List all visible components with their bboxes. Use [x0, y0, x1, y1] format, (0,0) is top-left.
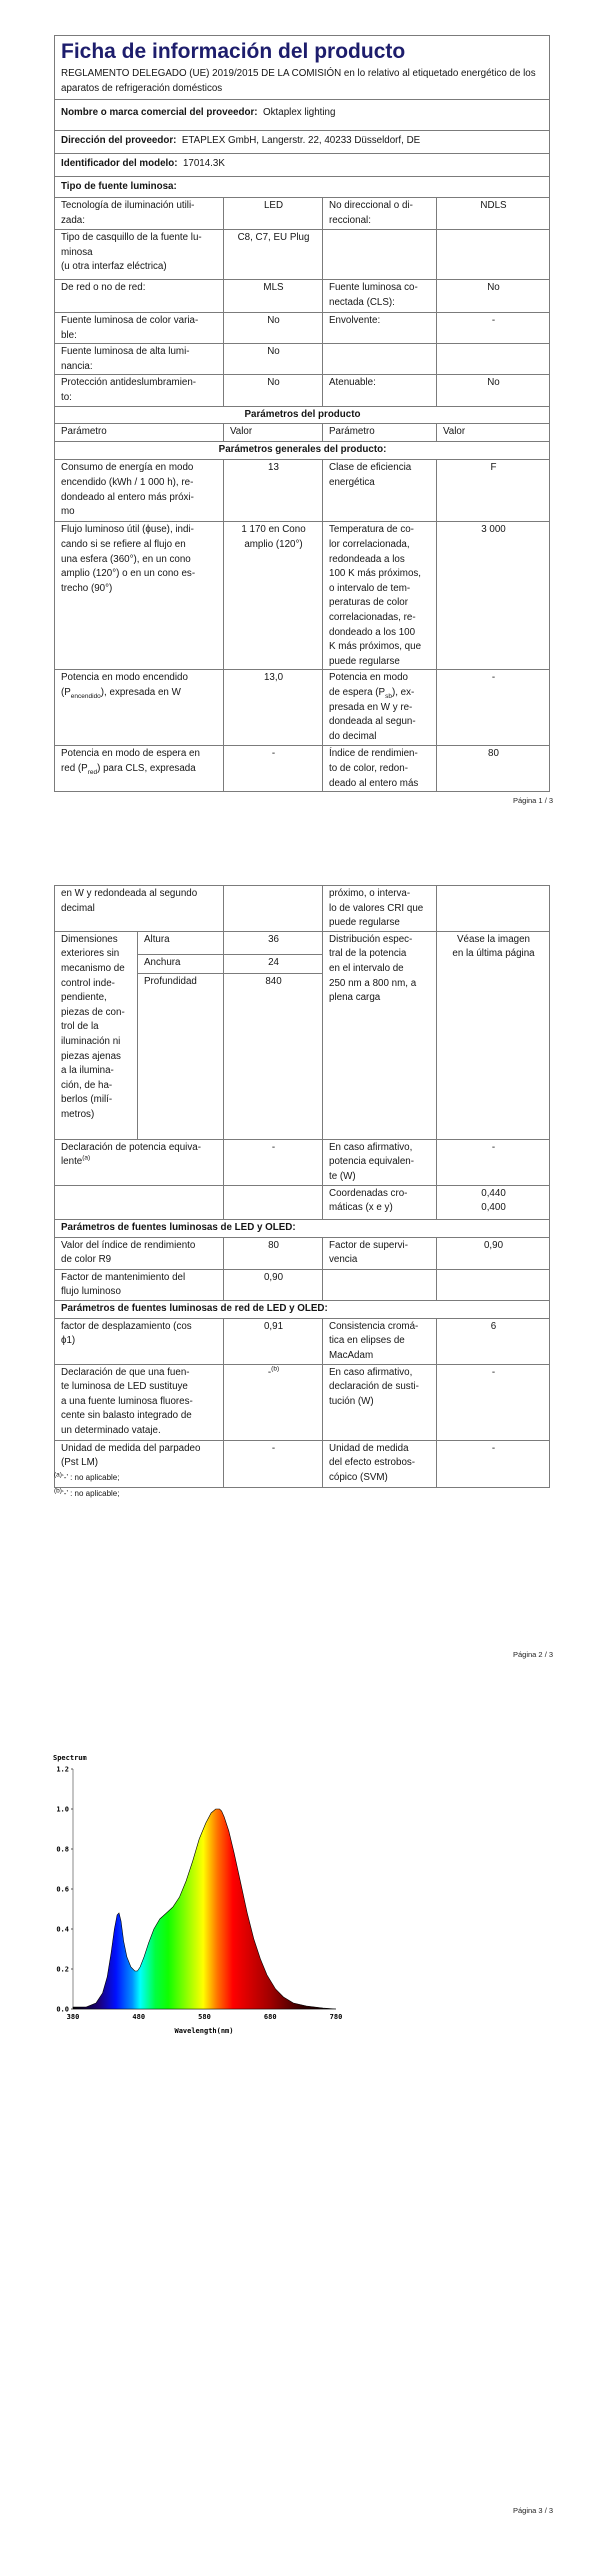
- row-value: F: [437, 460, 550, 522]
- row-value: No: [224, 375, 323, 407]
- row-label: en W y redondeada al segundo decimal: [55, 886, 224, 932]
- spectrum-area: [73, 1809, 336, 2009]
- row-value: -: [437, 670, 550, 746]
- row-label: Envolvente:: [323, 313, 437, 344]
- table-row: [55, 886, 550, 932]
- mains-led-params-heading: Parámetros de fuentes luminosas de red de LED y OLED:: [55, 1300, 550, 1318]
- y-tick-label: 0.4: [56, 1925, 69, 1934]
- dimension-value: 36: [224, 931, 323, 954]
- x-axis-label: Wavelength(nm): [174, 2027, 234, 2035]
- row-value: -: [224, 746, 323, 792]
- row-label: No direccional o di- reccional:: [323, 198, 437, 230]
- x-tick-label: 380: [66, 2013, 80, 2021]
- row-label: Consistencia cromá- tica en elipses de MacAdam: [323, 1318, 437, 1364]
- x-tick-label: 680: [263, 2013, 277, 2021]
- row-value: 80: [224, 1237, 323, 1269]
- row-value: 13,0: [224, 670, 323, 746]
- row-label: Temperatura de co- lor correlacionada, redondeada a los 100 K más próximos, o intervalo de tem- peraturas de color correlacionadas, re- dondeado a los 100 K más próximos, que puede regularse: [323, 522, 437, 670]
- row-value: -: [437, 313, 550, 344]
- row-label: Declaración de potencia equiva- lente$^{(a)}$: [55, 1139, 224, 1185]
- row-value: [437, 230, 550, 280]
- row-label: Factor de supervi- vencia: [323, 1237, 437, 1269]
- row-label: Distribución espec- tral de la potencia en el intervalo de 250 nm a 800 nm, a plena carga: [323, 931, 437, 1139]
- row-value: Véase la imagen en la última página: [437, 931, 550, 1139]
- table-row: [55, 670, 550, 746]
- dimensions-row: [55, 931, 550, 954]
- column-header: Valor: [224, 424, 323, 442]
- row-label: De red o no de red:: [55, 280, 224, 313]
- row-value: C8, C7, EU Plug: [224, 230, 323, 280]
- row-label: Factor de mantenimiento del flujo luminoso: [55, 1269, 224, 1300]
- row-label: Atenuable:: [323, 375, 437, 407]
- row-label: Potencia en modo de espera en red $(P_{red})$ para CLS, expresada: [55, 746, 224, 792]
- row-label: Valor del índice de rendimiento de color R9: [55, 1237, 224, 1269]
- y-tick-label: 0.8: [56, 1845, 69, 1854]
- row-value: -$^{(b)}$: [224, 1364, 323, 1440]
- page-title: Ficha de información del producto: [61, 40, 406, 63]
- model-id-label: Identificador del modelo:: [61, 158, 178, 169]
- row-value: NDLS: [437, 198, 550, 230]
- row-value: -: [437, 1139, 550, 1185]
- row-value: 0,91: [224, 1318, 323, 1364]
- y-tick-label: 0.2: [56, 1965, 69, 1974]
- product-info-table-page-2: [54, 885, 550, 1488]
- dimensions-label: Dimensiones exteriores sin mecanismo de control inde- pendiente, piezas de con- trol de la iluminación ni piezas ajenas a la ilumina- ción, de ha- berlos (milí- metros): [55, 931, 138, 1139]
- table-row: [55, 460, 550, 522]
- row-value: -: [224, 1139, 323, 1185]
- row-label: factor de desplazamiento (cos ϕ1): [55, 1318, 224, 1364]
- row-value: -: [437, 1440, 550, 1487]
- row-label: Flujo luminoso útil (ϕuse), indi- cando si se refiere al flujo en una esfera (360°), en un cono amplio (120°) o en un cono es- trecho (90°): [55, 522, 224, 670]
- row-value: 6: [437, 1318, 550, 1364]
- table-row: [55, 198, 550, 230]
- column-header: Parámetro: [55, 424, 224, 442]
- row-label: Tipo de casquillo de la fuente lu- minosa (u otra interfaz eléctrica): [55, 230, 224, 280]
- row-value: -: [437, 1364, 550, 1440]
- y-tick-label: 1.2: [56, 1765, 69, 1774]
- page-number: Página 3 / 3: [513, 2506, 554, 2515]
- row-value: 13: [224, 460, 323, 522]
- row-label: Unidad de medida del efecto estrobos- cópico (SVM): [323, 1440, 437, 1487]
- table-row: [55, 1318, 550, 1364]
- chart-title: Spectrum: [53, 1754, 87, 1762]
- general-params-heading: Parámetros generales del producto:: [55, 442, 550, 460]
- table-row: [55, 746, 550, 792]
- row-label: [323, 344, 437, 375]
- column-header: Valor: [437, 424, 550, 442]
- regulation-text: REGLAMENTO DELEGADO (UE) 2019/2015 DE LA COMISIÓN en lo relativo al etiquetado energético de los aparatos de refrigeración domésticos: [61, 68, 536, 94]
- row-label: Índice de rendimien- to de color, redon- deado al entero más: [323, 746, 437, 792]
- x-tick-label: 780: [329, 2013, 343, 2021]
- row-value: MLS: [224, 280, 323, 313]
- row-value: 0,90: [437, 1237, 550, 1269]
- row-label: Consumo de energía en modo encendido (kWh / 1 000 h), re- dondeado al entero más próxi- mo: [55, 460, 224, 522]
- table-row: [55, 313, 550, 344]
- row-value: No: [437, 375, 550, 407]
- row-label: En caso afirmativo, declaración de susti- tución (W): [323, 1364, 437, 1440]
- page-number: Página 2 / 3: [513, 1650, 554, 1659]
- row-label: próximo, o interva- lo de valores CRI que puede regularse: [323, 886, 437, 932]
- table-row: [55, 1139, 550, 1185]
- footnote-b: $^{(b)}$‘-’ : no aplicable;: [54, 1487, 120, 1498]
- supplier-name-label: Nombre o marca comercial del proveedor:: [61, 107, 258, 118]
- supplier-name: Oktaplex lighting: [263, 107, 336, 118]
- table-row: [55, 375, 550, 407]
- product-info-table-page-1: [54, 35, 550, 792]
- supplier-address: ETAPLEX GmbH, Langerstr. 22, 40233 Düsseldorf, DE: [181, 135, 421, 146]
- column-header-row: [55, 424, 550, 442]
- row-label: Unidad de medida del parpadeo (Pst LM): [55, 1440, 224, 1487]
- row-label: Fuente luminosa de alta lumi- nancia:: [55, 344, 224, 375]
- x-tick-label: 580: [198, 2013, 211, 2021]
- product-params-heading: Parámetros del producto: [55, 407, 550, 424]
- row-label: Potencia en modo de espera $(P_{sb})$, ex- presada en W y re- dondeada al segun- do decimal: [323, 670, 437, 746]
- table-row: [55, 1237, 550, 1269]
- dimension-label: Profundidad: [138, 973, 224, 1139]
- y-tick-label: 1.0: [56, 1805, 69, 1814]
- page-number: Página 1 / 3: [513, 796, 554, 805]
- table-row: [55, 230, 550, 280]
- row-label: Clase de eficiencia energética: [323, 460, 437, 522]
- row-label: Fuente luminosa de color varia- ble:: [55, 313, 224, 344]
- row-value: -: [224, 1440, 323, 1487]
- row-value: 0,90: [224, 1269, 323, 1300]
- row-label: Tecnología de iluminación utili- zada:: [55, 198, 224, 230]
- table-row: [55, 522, 550, 670]
- y-tick-label: 0.0: [56, 2005, 69, 2014]
- row-value: 1 170 en Cono amplio (120°): [224, 522, 323, 670]
- table-row: [55, 1364, 550, 1440]
- spectrum-chart: [0, 1745, 603, 2045]
- row-value: No: [437, 280, 550, 313]
- led-params-heading: Parámetros de fuentes luminosas de LED y OLED:: [55, 1219, 550, 1237]
- table-row: [55, 1185, 550, 1219]
- row-value: 3 000: [437, 522, 550, 670]
- row-label: Coordenadas cro- máticas (x e y): [323, 1185, 437, 1219]
- dimension-label: Anchura: [138, 954, 224, 973]
- supplier-address-label: Dirección del proveedor:: [61, 135, 177, 146]
- row-value: LED: [224, 198, 323, 230]
- light-source-heading: Tipo de fuente luminosa:: [55, 177, 550, 198]
- table-row: [55, 280, 550, 313]
- row-label: Declaración de que una fuen- te luminosa de LED sustituye a una fuente luminosa fluores- cente sin balasto integrado de un determinado vataje.: [55, 1364, 224, 1440]
- column-header: Parámetro: [323, 424, 437, 442]
- row-label: Potencia en modo encendido $(P_{encendido})$, expresada en W: [55, 670, 224, 746]
- row-value: 0,440 0,400: [437, 1185, 550, 1219]
- row-label: Fuente luminosa co- nectada (CLS):: [323, 280, 437, 313]
- row-value: 80: [437, 746, 550, 792]
- row-label: [323, 230, 437, 280]
- table-row: [55, 1440, 550, 1487]
- row-label: En caso afirmativo, potencia equivalen- te (W): [323, 1139, 437, 1185]
- footnote-a: $^{(a)}$‘-’ : no aplicable;: [54, 1471, 120, 1482]
- model-id: 17014.3K: [182, 158, 225, 169]
- row-value: No: [224, 344, 323, 375]
- y-tick-label: 0.6: [56, 1885, 69, 1894]
- row-value: No: [224, 313, 323, 344]
- row-value: [437, 344, 550, 375]
- x-tick-label: 480: [132, 2013, 146, 2021]
- row-label: Protección antideslumbramien- to:: [55, 375, 224, 407]
- table-row: [55, 1269, 550, 1300]
- dimension-value: 840: [224, 973, 323, 1139]
- dimension-value: 24: [224, 954, 323, 973]
- dimension-label: Altura: [138, 931, 224, 954]
- table-row: [55, 344, 550, 375]
